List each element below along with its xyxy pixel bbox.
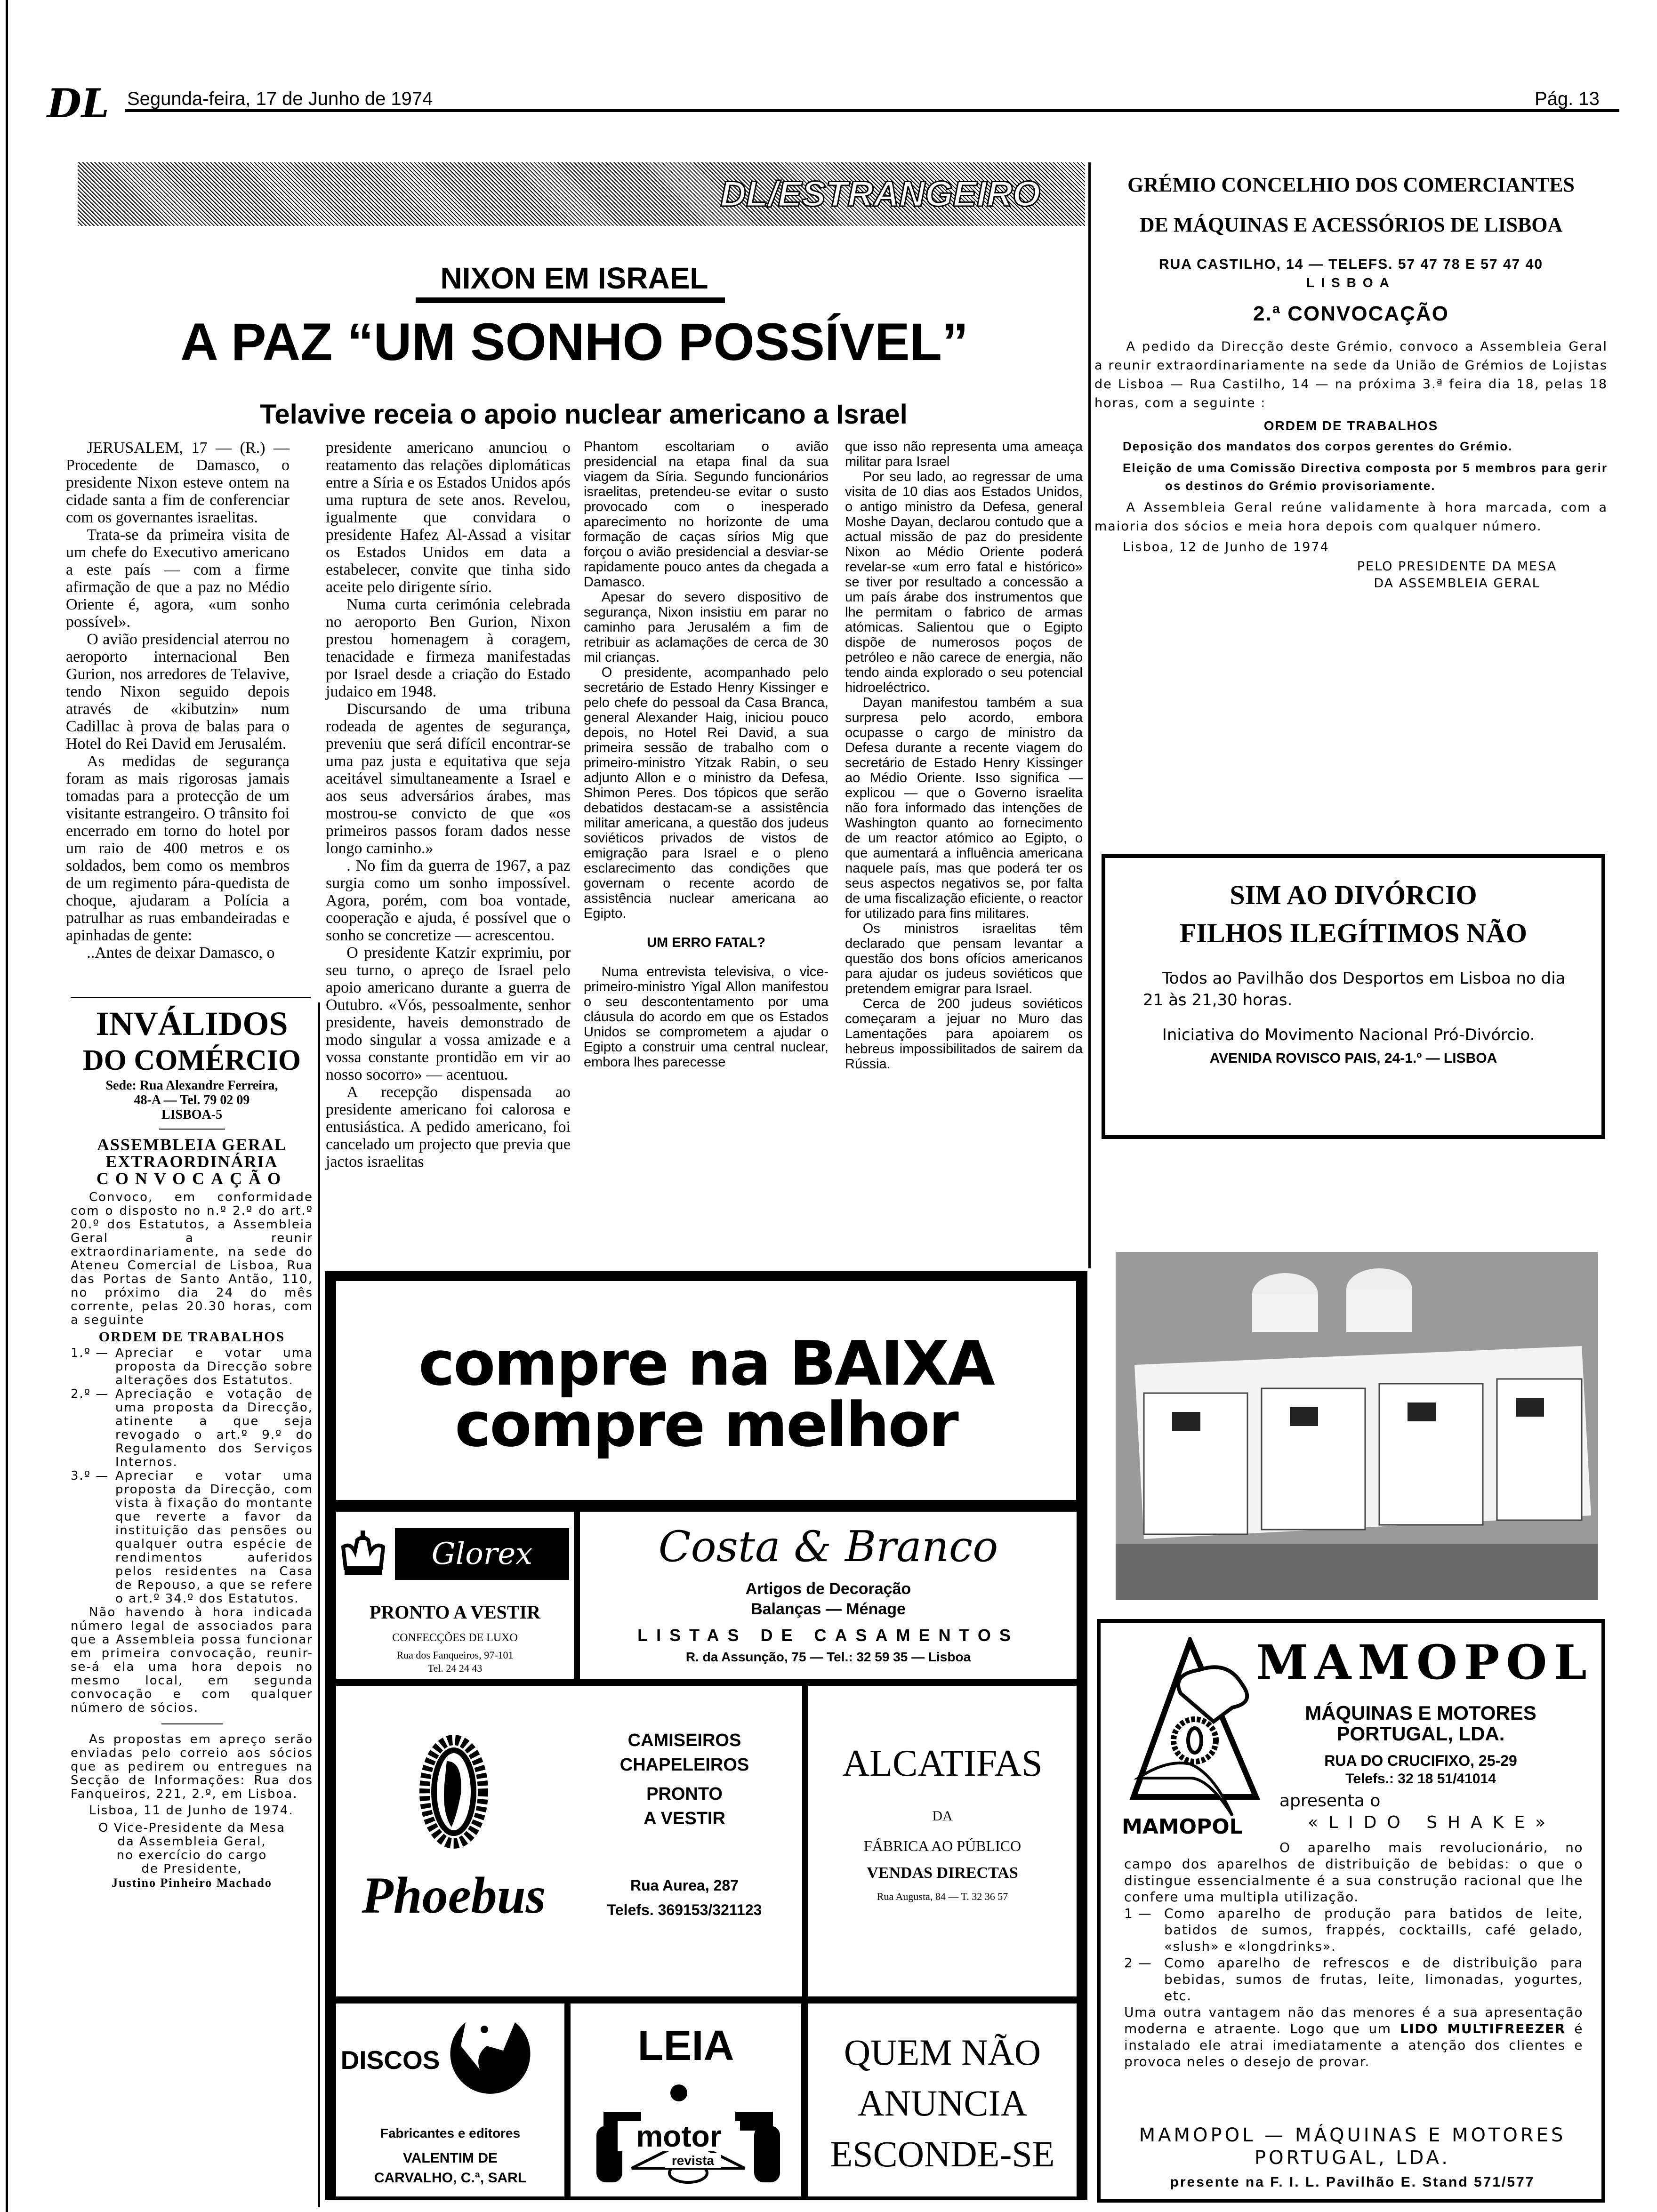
divorcio-line-2: Iniciativa do Movimento Nacional Pró-Divórcio. [1162,1026,1535,1044]
agenda-number: 2.º — [71,1387,109,1401]
discos-line: CARVALHO, C.ª, SARL [374,2170,527,2186]
invalidos-address [71,1078,313,1122]
article-column-1 [66,439,290,962]
glorex-logo: Glorex [395,1528,569,1580]
article-headline-text: A PAZ “UM SONHO POSSÍVEL” [180,313,968,371]
signature-line: no exercício do cargo [116,1848,267,1862]
alcatifas-line: DA [932,1808,953,1824]
agenda-item [71,1469,313,1606]
article-paragraph: Discursando de uma tribuna rodeada de agentes de segurança, preveniu que será difícil encontrar-se uma paz justa e equitativa que seja aceitável simultaneamente a Israel e aos seus adversários árabes, mas mostrou-se convicto de que «os primeiros passos foram dados nesse longo caminho.» [326,700,571,857]
costa-line-1: Artigos de Decoração [745,1580,911,1598]
column-divider [318,1002,320,2207]
mamopol-company [1256,1703,1585,1744]
mamopol-logo-text: MAMOPOL [1122,1815,1243,1839]
article-paragraph: Trata-se da primeira visita de um chefe do Executivo americano a este país — com a firme afirmação de que a paz no Médio Oriente é, agora, «um sonho possível». [66,526,290,631]
newspaper-logo: DL [47,80,109,127]
page-number: Pág. 13 [1535,88,1600,109]
agenda-number: 1.º — [71,1346,109,1360]
item-text: Como aparelho de produção para batidos de leite, batidos de sumos, frappés, cocktaills, café gelado, «slush» e «longdrinks». [1164,1906,1583,1954]
alcatifas-line: VENDAS DIRECTAS [867,1864,1018,1882]
freezer-photo [1116,1252,1598,1600]
article-paragraph: Apesar do severo dispositivo de segurança, Nixon insistiu em parar no caminho para Jerusalém a fim de retribuir as aclamações de cerca de 30 mil crianças. [584,590,828,665]
discos-line: Fabricantes e editores [380,2126,521,2140]
address-line: Sede: Rua Alexandre Ferreira, [105,1078,278,1093]
mamopol-title: MAMOPOL [1256,1635,1593,1690]
phoebus-line: Telefs. 369153/321123 [607,1901,762,1918]
article-column-2 [326,439,571,1170]
phoebus-line: CAMISEIROS [627,1731,741,1750]
quem-line: QUEM NÃO [844,2032,1041,2073]
invalidos-signature-role [71,1821,313,1876]
costa-line-3: LISTAS DE CASAMENTOS [637,1626,1019,1645]
company-line: MÁQUINAS E MOTORES [1305,1702,1536,1724]
article-paragraph: O presidente, acompanhado pelo secretário de Estado Henry Kissinger e pelo chefe do pessoal da Casa Branca, general Alexander Haig, iniciou pouco depois, no Hotel Rei David, a sua primeira sessão de trabalho com o primeiro-ministro Yitzak Rabin, o seu adjunto Allon e o ministro da Defesa, Shimon Peres. Dos tópicos que serão debatidos destacam-se a assistência militar americana, a questão dos judeus soviéticos privados de vistos de emigração para Israel e o pleno esclarecimento das condições que governam o recente acordo de assistência nuclear americana ao Egipto. [584,665,828,921]
footer-line: MAMOPOL — MÁQUINAS E MOTORES [1139,2124,1566,2146]
leia-motor-ad [571,2004,801,2196]
motor-logo: motor [618,2121,740,2151]
gremio-quorum: A Assembleia Geral reúne validamente à hora marcada, com a maioria dos sócios e meia hora depois com qualquer número. [1094,500,1608,534]
mamopol-footer [1115,2124,1590,2191]
mamopol-item [1124,1905,1583,1955]
article-headline [94,313,1054,371]
divorcio-ad [1102,854,1605,1139]
article-paragraph: O presidente Katzir exprimiu, por seu turno, o apreço de Israel pelo apoio americano durante a guerra de Outubro. «Vós, pessoalmente, senhor presidente, haveis demonstrado de modo singular a vossa amizade e a vossa constante prontidão em vir ao nosso socorro» — acentuou. [326,944,571,1083]
gremio-address: RUA CASTILHO, 14 — TELEFS. 57 47 78 E 57 47 40 [1158,256,1544,272]
glorex-line-3: Rua dos Fanqueiros, 97-101 [396,1649,514,1661]
section-banner-text: DL/ESTRANGEIRO [720,174,1040,214]
heading-line: ASSEMBLEIA GERAL [97,1135,287,1154]
divorcio-title-2: FILHOS ILEGÍTIMOS NÃO [1179,918,1528,948]
invalidos-heading [71,1136,313,1187]
advantage-text: é instalado ele atrai imediatamente a atenção dos clientes e provoca neles o desejo de provar. [1124,2021,1583,2069]
signature-line: DA ASSEMBLEIA GERAL [1374,576,1540,591]
gremio-date: Lisboa, 12 de Junho de 1974 [1123,540,1329,554]
invalidos-intro: Convoco, em conformidade com o disposto no n.º 2.º do art.º 20.º dos Estatutos, a Assembleia Geral a reunir extraordinariamente, na sede do Ateneu Comercial de Lisboa, Rua das Portas de Santo Antão, 110, no próximo dia 24 do mês corrente, pelas 20.30 horas, com a seguinte [71,1190,313,1327]
article-paragraph: O avião presidencial aterrou no aeroporto internacional Ben Gurion, nos arredores de Telavive, tendo Nixon seguido depois através de «kibutzin» num Cadillac à prova de balas para o Hotel do Rei David em Jerusalém. [66,631,290,753]
phoebus-line: Rua Aurea, 287 [630,1877,739,1894]
alcatifas-ad [808,1686,1077,1996]
gremio-signature [1306,558,1608,592]
article-paragraph: Numa entrevista televisiva, o vice-primeiro-ministro Yigal Allon manifestou o seu descontentamento por uma cláusula do acordo em que os Estados Unidos se comprometem a ajudar o Egipto a construir uma central nuclear, embora lhes parecesse [584,964,828,1070]
article-paragraph: que isso não representa uma ameaça militar para Israel [845,439,1083,469]
baixa-slogan [336,1328,1076,1460]
agenda-item [71,1346,313,1387]
alcatifas-title: ALCATIFAS [842,1743,1043,1784]
quem-nao-anuncia-ad [808,2004,1077,2196]
divider [159,1129,225,1130]
page-edge-rule [6,0,8,2212]
gremio-title-line: GRÉMIO CONCELHIO DOS COMERCIANTES [1127,173,1575,196]
article-paragraph: Por seu lado, ao regressar de uma visita de 10 dias aos Estados Unidos, o antigo ministro da Defesa, general Moshe Dayan, declarou contudo que a actual missão de paz do presidente Nixon ao Médio Oriente poderá revelar-se «um erro fatal e histórico» se tiver por resultado a concessão a um país árabe dos instrumentos que lhe permitam o fabrico de armas atómicas. Salientou que o Egipto dispõe de numerosos poços de petróleo e não carece de energia, não tendo ainda explorado o seu potencial hidroeléctrico. [845,469,1083,695]
gremio-body: A pedido da Direcção deste Grémio, convoco a Assembleia Geral a reunir extraordinariamente na sede da União de Grémios de Lojistas de Lisboa — Rua Castilho, 14 — na próxima 3.ª feira dia 18, pelas 18 horas, com a seguinte : [1094,339,1608,410]
costa-branco-logo: Costa & Branco [658,1522,998,1571]
header-rule [125,109,1619,112]
article-paragraph: JERUSALEM, 17 — (R.) — Procedente de Damasco, o presidente Nixon esteve ontem na cidade santa a fim de conferenciar com os governantes israelitas. [66,439,290,526]
advantage-text: Uma outra vantagem não das menores é a sua apresentação moderna e atraente. Logo que um [1124,2004,1583,2036]
article-paragraph: A recepção dispensada ao presidente americano foi calorosa e entusiástica. A pedido americano, foi cancelado um projecto que previa que jactos israelitas [326,1083,571,1170]
alcatifas-line: Rua Augusta, 84 — T. 32 36 57 [877,1891,1008,1902]
discos-ad [336,2004,564,2196]
gremio-title [1094,165,1608,245]
mamopol-advantage [1124,2004,1583,2070]
gremio-title-line: DE MÁQUINAS E ACESSÓRIOS DE LISBOA [1139,213,1563,236]
article-column-4 [845,439,1083,1072]
leia-title: LEIA [637,2022,734,2069]
kicker-underline [416,297,725,303]
footer-line: presente na F. I. L. Pavilhão E. Stand 571/577 [1170,2174,1535,2190]
costa-branco-ad [580,1512,1077,1679]
article-kicker [330,261,819,295]
gremio-agenda-title: ORDEM DE TRABALHOS [1263,418,1439,433]
divorcio-title-1: SIM AO DIVÓRCIO [1230,880,1477,910]
article-paragraph: Numa curta cerimónia celebrada no aeroporto Ben Gurion, Nixon prestou homenagem à coragem, tenacidade e firmeza manifestadas por Israel desde a criação do Estado judaico em 1948. [326,596,571,700]
address-line: LISBOA-5 [161,1107,223,1122]
phoebus-line: CHAPELEIROS [619,1755,749,1775]
article-paragraph: As medidas de segurança foram as mais rigorosas jamais tomadas para a protecção de um visitante estrangeiro. O trânsito foi encerrado em torno do hotel por um raio de 400 metros e os soldados, bem como os membros de um regimento pára-quedista de choque, ajudaram a Polícia a patrulhar as ruas embandeiradas e apinhadas de gente: [66,753,290,944]
section-banner-title [687,162,1073,226]
article-subheadline-text: Telavive receia o apoio nuclear americano a Israel [260,399,908,430]
item-text: Como aparelho de refrescos e de distribuição para bebidas, sumos de frutas, leite, limonadas, yogurtes, etc. [1164,1955,1583,2004]
glorex-ad [336,1512,574,1679]
column-divider [1088,162,1091,1268]
quem-line: ANUNCIA [858,2083,1027,2124]
invalidos-date: Lisboa, 11 de Junho de 1974. [89,1803,294,1818]
item-number: 2 — [1124,1955,1152,1971]
glorex-line-2: CONFECÇÕES DE LUXO [392,1632,518,1644]
mamopol-phone: Telefs.: 32 18 51/41014 [1345,1771,1496,1787]
signature-line: de Presidente, [141,1862,242,1876]
gremio-notice [1094,165,1608,592]
glorex-line-4: Tel. 24 24 43 [427,1662,483,1674]
signature-line: PELO PRESIDENTE DA MESA [1357,559,1557,574]
issue-date: Segunda-feira, 17 de Junho de 1974 [127,88,433,109]
mamopol-presents: apresenta o [1279,1791,1381,1811]
revista-logo: revista [665,2153,721,2168]
footer-line: PORTUGAL, LDA. [1254,2147,1451,2169]
invalidos-notice [71,1005,313,1890]
article-paragraph: presidente americano anunciou o reatamento das relações diplomáticas entre a Síria e os Estados Unidos após uma ruptura de sete anos. Revelou, igualmente que convidara o presidente Hafez Al-Assad a visitar os Estados Unidos em data a estabelecer, convite que tinha sido aceite pelo dirigente sírio. [326,439,571,596]
crown-icon [341,1531,386,1578]
address-line: 48-A — Tel. 79 02 09 [134,1093,250,1107]
invalidos-agenda-title: ORDEM DE TRABALHOS [98,1329,285,1345]
chef-logo-icon [1119,1637,1261,1816]
article-paragraph: Cerca de 200 judeus soviéticos começaram a jejuar no Muro das Lamentações para apoiarem os hebreus impossibilitados de sairem da Rússia. [845,996,1083,1072]
agenda-number: 3.º — [71,1469,109,1483]
divider [161,1723,223,1724]
baixa-slogan-panel [336,1281,1076,1500]
heading-line: EXTRAORDINÁRIA [105,1152,278,1171]
invalidos-title-1: INVÁLIDOS [96,1005,288,1042]
article-paragraph: . No fim da guerra de 1967, a paz surgia como um sonho impossível. Agora, porém, com boa vontade, cooperação e ajuda, é possível que o sonho se concretize — acrescentou. [326,857,571,944]
company-line: PORTUGAL, LDA. [1336,1723,1505,1745]
invalidos-quorum: Não havendo à hora indicada número legal de associados para que a Assembleia possa funcionar em primeira convocação, reunir-se-á ela uma hora depois no mesmo local, em segunda convocação e com qualquer número de sócios. [71,1605,313,1715]
article-paragraph: Os ministros israelitas têm declarado que pensam levantar a questão dos bons ofícios americanos para ajudar os judeus soviéticos que pretendem emigrar para Israel. [845,921,1083,996]
item-number: 1 — [1124,1906,1152,1921]
discos-logo-icon [447,2018,531,2102]
quem-line: ESCONDE-SE [830,2133,1055,2174]
costa-line-4: R. da Assunção, 75 — Tel.: 32 59 35 — Lisboa [685,1650,971,1664]
mamopol-intro: O aparelho mais revolucionário, no campo dos aparelhos de distribuição de bebidas: o que o distingue essencialmente é a sua construção racional que lhe confere uma multipla utilização. [1124,1840,1583,1905]
gremio-city: LISBOA [1306,275,1396,290]
invalidos-title-2: DO COMÉRCIO [82,1044,301,1076]
agenda-text: Apreciar e votar uma proposta da Direcção, com vista à fixação do montante que reverte a favor da instituição das pensões ou qualquer outra espécie de rendimentos auferidos pelos residentes na Casa de Repouso, a que se refere o art.º 34.º dos Estatutos. [115,1469,313,1606]
article-paragraph: Phantom escoltariam o avião presidencial na etapa final da sua viagem da Síria. Segundo funcionários israelitas, pretendeu-se evitar o susto provocado com o inesperado aparecimento no horizonte de uma formação de caças sírios Mig que forçou o avião presidencial a desviar-se rapidamente pouco antes da chegada a Damasco. [584,439,828,590]
article-paragraph: ..Antes de deixar Damasco, o [87,944,275,962]
article-kicker-text: NIXON EM ISRAEL [440,261,708,295]
gremio-agenda-item: Eleição de uma Comissão Directiva composta por 5 membros para gerir os destinos do Grémio provisoriamente. [1123,461,1608,493]
advantage-product: LIDO MULTIFREEZER [1400,2021,1566,2036]
mamopol-body [1124,1839,1583,2070]
column-rule [71,997,311,998]
phoebus-text [571,1728,797,1922]
divorcio-line-1: Todos ao Pavilhão dos Desportos em Lisboa no dia 21 às 21,30 horas. [1143,969,1566,1010]
mamopol-address: RUA DO CRUCIFIXO, 25-29 [1324,1752,1517,1769]
mamopol-item [1124,1955,1583,2004]
mamopol-product: «LIDO SHAKE» [1308,1813,1556,1832]
compre-na-baixa-ad [325,1271,1087,2200]
discos-title: DISCOS [340,2045,440,2075]
phoebus-logo: Phoebus [362,1867,546,1924]
phoebus-ad [336,1686,802,1996]
article-subheadline [94,399,1073,430]
agenda-text: Apreciação e votação de uma proposta da Direcção, atinente a que seja revogado o art.º 9.º do Regulamento dos Serviços Internos. [115,1387,313,1469]
article-paragraph: Dayan manifestou também a sua surpresa pelo acordo, embora ocupasse o cargo de ministro da Defesa durante a recente viagem do secretário de Estado Henry Kissinger ao Médio Oriente. Isso significa — explicou — que o Governo israelita não fora informado das intenções de Washington quanto ao fornecimento de um reactor atómico ao Egipto, o que aumentará a influência americana naquele país, mas que poderá ter os seus aspectos negativos se, por falta de uma fiscalização eficiente, o reactor for utilizado para fins militares. [845,695,1083,921]
gremio-agenda-item: Deposição dos mandatos dos corpos gerentes do Grémio. [1123,439,1513,453]
agenda-item [71,1387,313,1469]
signature-line: O Vice-Presidente da Mesa [98,1821,285,1835]
mamopol-ad [1097,1619,1605,2203]
gremio-convocation: 2.ª CONVOCAÇÃO [1253,302,1449,325]
divorcio-address: AVENIDA ROVISCO PAIS, 24-1.º — LISBOA [1209,1050,1497,1066]
alcatifas-line: FÁBRICA AO PÚBLICO [863,1837,1022,1854]
phoebus-line: PRONTO [646,1784,723,1804]
glorex-line-1: PRONTO A VESTIR [369,1602,541,1623]
signature-line: da Assembleia Geral, [117,1835,266,1849]
agenda-text: Apreciar e votar uma proposta da Direcção sobre alterações dos Estatutos. [115,1346,313,1387]
baixa-slogan-line-2: compre melhor [455,1389,957,1460]
discos-line: VALENTIM DE [402,2150,498,2166]
sun-icon [418,1733,489,1851]
baixa-slogan-line-1: compre na BAIXA [418,1328,994,1399]
costa-line-2: Balanças — Ménage [751,1600,906,1618]
article-subheading: UM ERRO FATAL? [647,935,765,950]
invalidos-signature-name: Justino Pinheiro Machado [112,1876,272,1890]
invalidos-proposals: As propostas em apreço serão enviadas pelo correio aos sócios que as pedirem ou entregues na Secção de Informações: Rua dos Fanqueiros, 221, 2.º, em Lisboa. [71,1732,313,1801]
heading-line: CONVOCAÇÃO [96,1169,288,1188]
phoebus-line: A VESTIR [643,1809,725,1828]
article-column-3 [584,439,828,1070]
